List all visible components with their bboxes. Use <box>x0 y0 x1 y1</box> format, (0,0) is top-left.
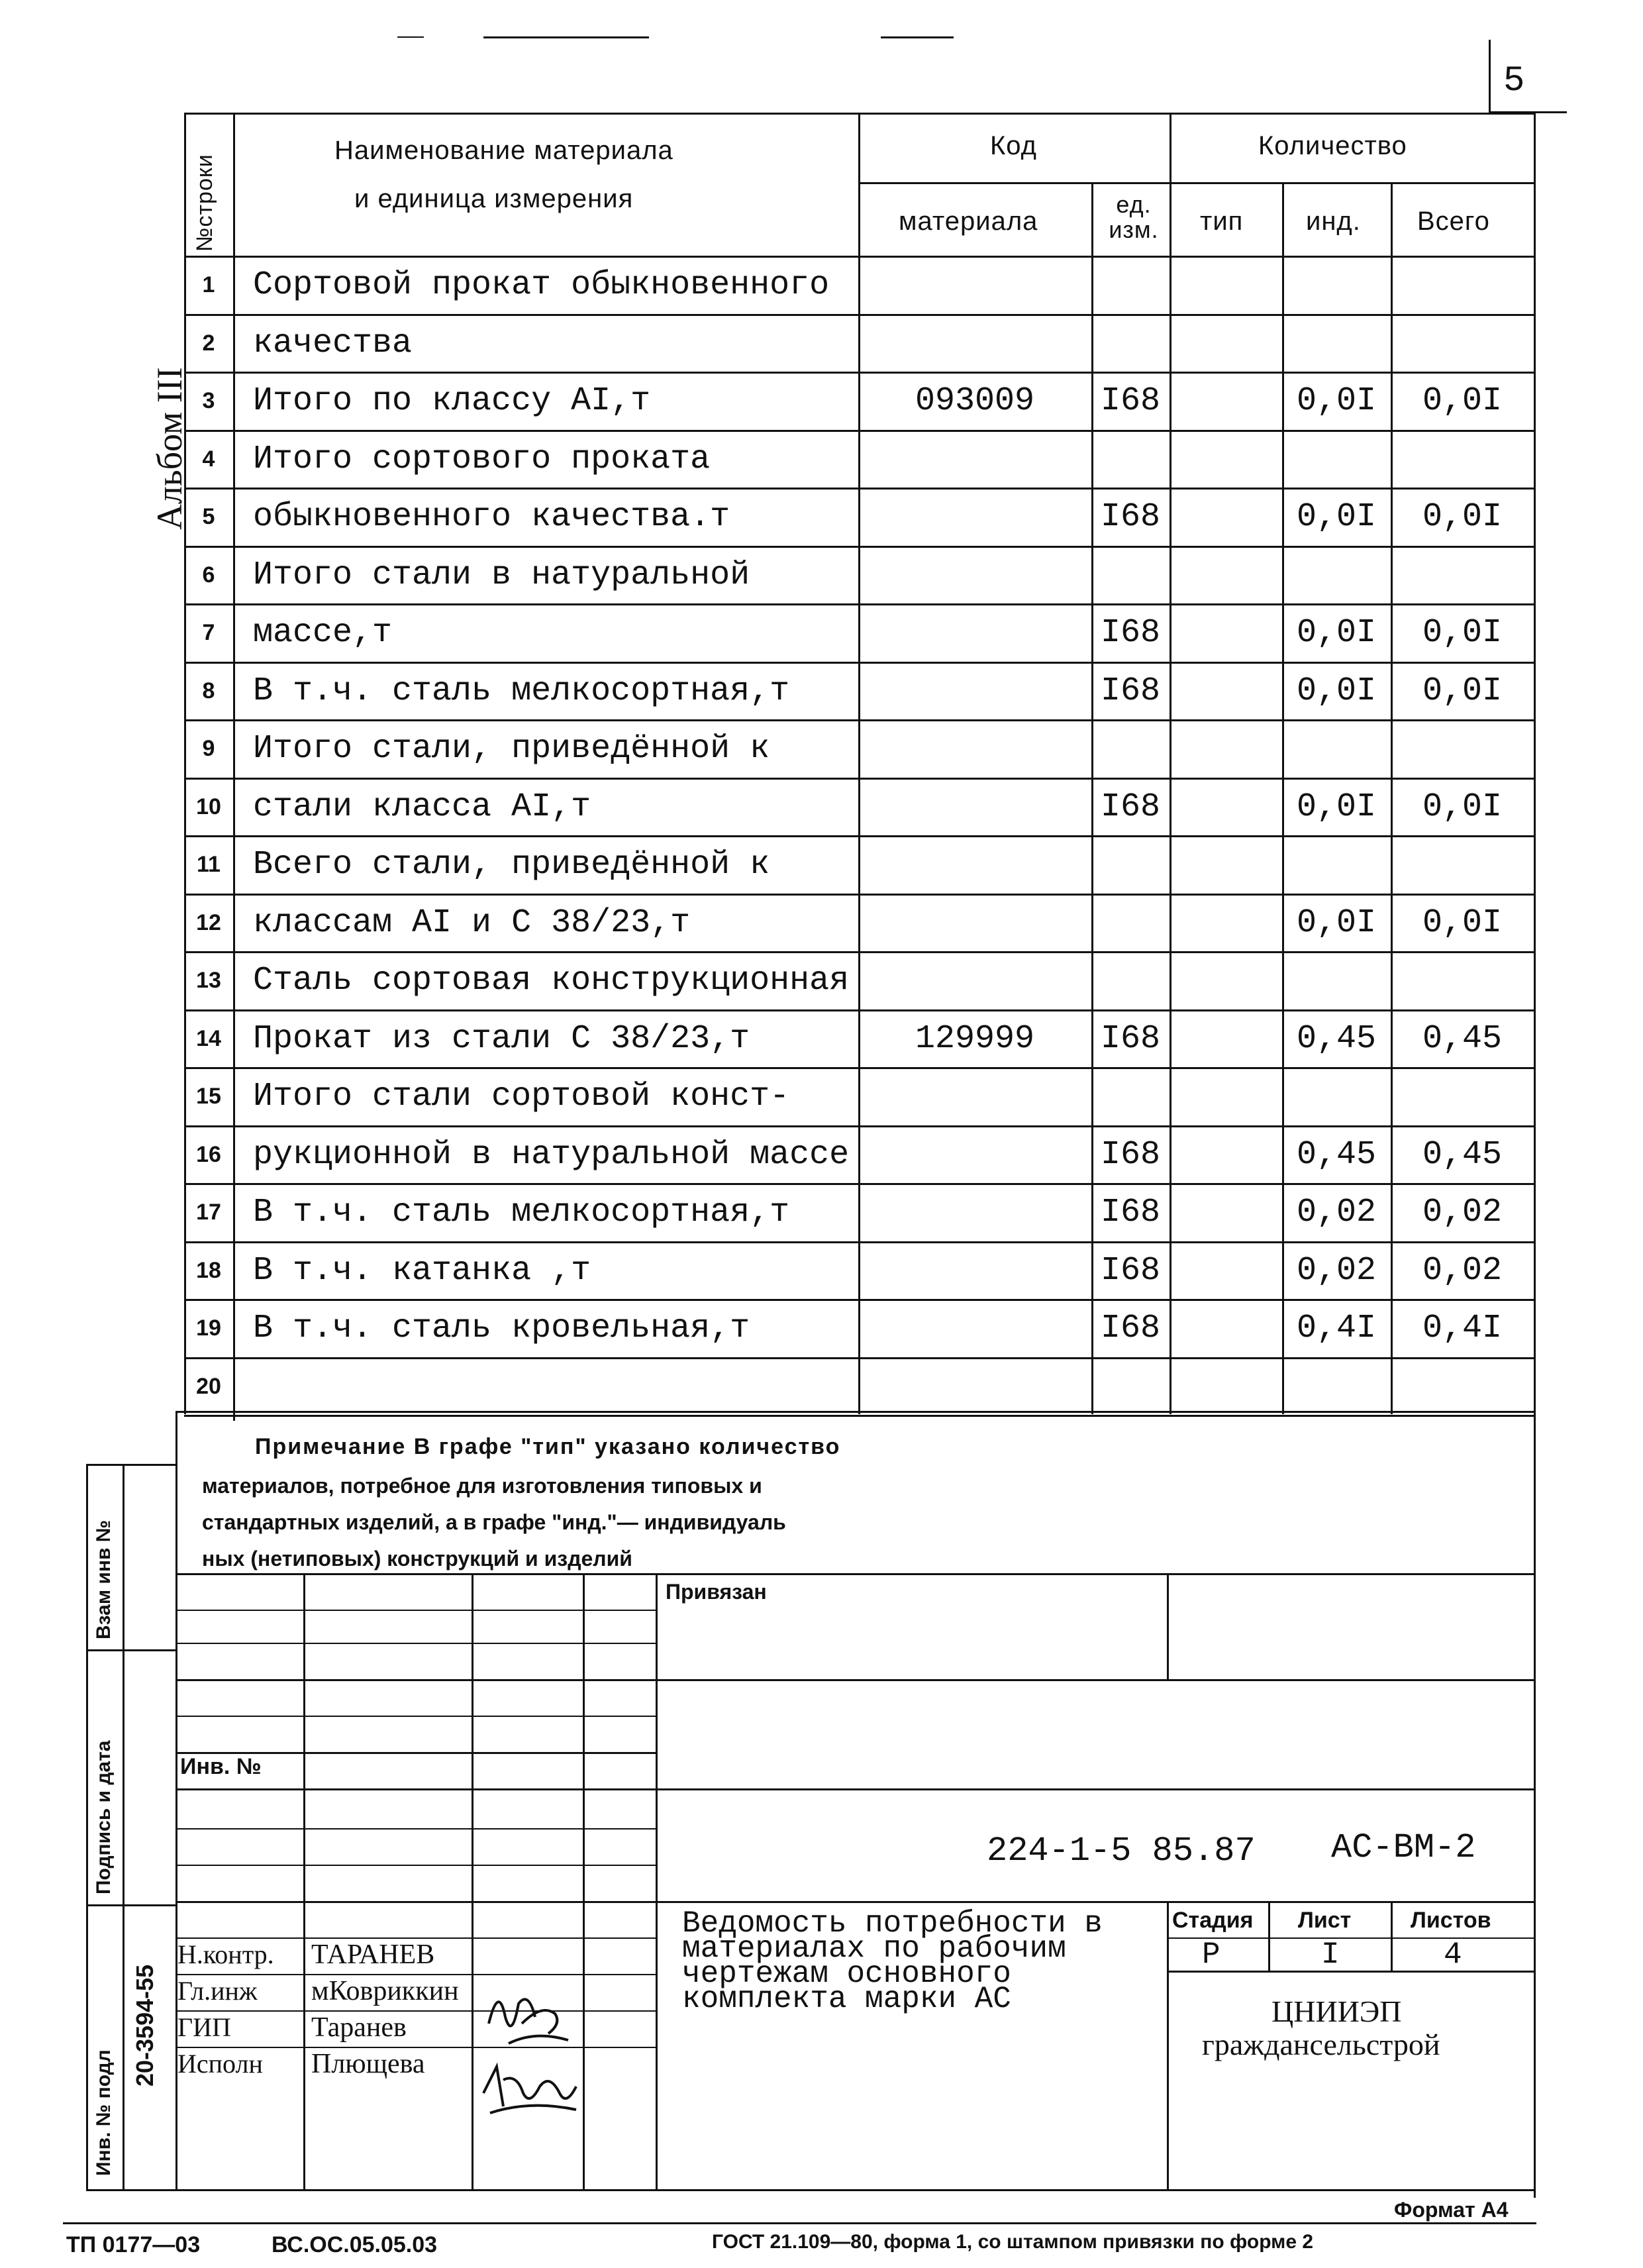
strip-left <box>86 1464 88 2189</box>
strip-mid <box>123 1464 124 2189</box>
row-name: стали класса AI,т <box>253 788 591 826</box>
row-type <box>1170 314 1282 372</box>
stamp-grid-line <box>175 1679 1535 1681</box>
note-line4: ных (нетиповых) конструкций и изделий <box>202 1547 632 1571</box>
row-type <box>1170 1067 1282 1125</box>
row-unit: I68 <box>1100 1193 1160 1231</box>
row-unit <box>1091 430 1170 488</box>
row-type <box>1170 894 1282 952</box>
row-total: 0,4I <box>1422 1309 1503 1347</box>
footer-line <box>63 2222 1536 2224</box>
row-number: 5 <box>202 503 215 529</box>
row-code <box>858 488 1091 546</box>
row-total <box>1391 1067 1534 1125</box>
row-ind <box>1282 951 1391 1009</box>
row-unit <box>1091 546 1170 604</box>
row-name: качества <box>253 324 413 362</box>
row-number: 17 <box>196 1199 221 1225</box>
stamp-grid-line <box>175 1865 656 1866</box>
row-ind: 0,4I <box>1296 1309 1377 1347</box>
format-label: Формат А4 <box>1394 2198 1509 2222</box>
row-name: Итого стали сортовой конст- <box>253 1077 790 1115</box>
row-number: 16 <box>196 1141 221 1167</box>
row-code <box>858 951 1091 1009</box>
signer-name: ТАРАНЕВ <box>311 1939 435 1970</box>
row-name: Итого по классу AI,т <box>253 382 651 420</box>
row-unit <box>1091 719 1170 778</box>
row-name: В т.ч. катанка ,т <box>253 1251 591 1290</box>
sheets-value: 4 <box>1444 1937 1462 1972</box>
row-code <box>858 835 1091 894</box>
note-top <box>175 1411 1535 1413</box>
signer-role: Гл.инж <box>177 1976 258 2006</box>
sheet-label: Лист <box>1298 1908 1352 1933</box>
row-type <box>1170 546 1282 604</box>
signer-role: Н.контр. <box>177 1939 274 1969</box>
stamp-grid-line <box>175 1788 1535 1790</box>
row-unit <box>1091 894 1170 952</box>
row-number: 3 <box>202 387 215 413</box>
side-inv-podl-value: 20-3594-55 <box>131 1964 158 2087</box>
row-ind: 0,0I <box>1296 788 1377 826</box>
row-name: В т.ч. сталь мелкосортная,т <box>253 1193 790 1231</box>
stamp-col4 <box>656 1573 658 2189</box>
row-ind <box>1282 1357 1391 1416</box>
title-line: Ведомость потребности в <box>682 1906 1103 1941</box>
row-unit <box>1091 1067 1170 1125</box>
row-name: Сталь сортовая конструкционная <box>253 961 850 1000</box>
row-total <box>1391 835 1534 894</box>
row-code <box>858 662 1091 720</box>
stage-col <box>1268 1901 1270 1971</box>
row-number: 9 <box>202 735 215 761</box>
signer-role: ГИП <box>177 2012 231 2042</box>
stamp-inv-no: Инв. № <box>180 1754 262 1779</box>
row-code <box>858 894 1091 952</box>
strip-div2 <box>86 1904 175 1906</box>
row-ind: 0,0I <box>1296 613 1377 652</box>
row-total: 0,0I <box>1422 497 1503 536</box>
row-ind: 0,45 <box>1296 1019 1377 1058</box>
row-type <box>1170 719 1282 778</box>
header-unit: ед. изм. <box>1109 191 1159 243</box>
row-name <box>233 1357 878 1416</box>
stamp-col2 <box>472 1573 473 2189</box>
stamp-title <box>682 1906 1103 2016</box>
row-number: 6 <box>202 562 215 588</box>
row-ind: 0,02 <box>1296 1251 1377 1290</box>
row-ind: 0,0I <box>1296 672 1377 710</box>
stage-values-line <box>1167 1971 1535 1973</box>
row-ind <box>1282 256 1391 314</box>
row-number: 1 <box>202 272 215 297</box>
stamp-privyazan-right <box>1167 1573 1169 1679</box>
row-ind: 0,0I <box>1296 903 1377 942</box>
row-type <box>1170 951 1282 1009</box>
row-number: 18 <box>196 1257 221 1283</box>
row-total: 0,02 <box>1422 1193 1503 1231</box>
row-number: 4 <box>202 446 215 472</box>
row-name: Всего стали, приведённой к <box>253 845 770 884</box>
stamp-col3 <box>583 1573 585 2189</box>
row-number: 2 <box>202 330 215 356</box>
row-code <box>858 1241 1091 1300</box>
row-name: В т.ч. сталь кровельная,т <box>253 1309 750 1347</box>
row-name: обыкновенного качества.т <box>253 497 730 536</box>
header-name-line2: и единица измерения <box>354 184 634 213</box>
row-name: рукционной в натуральной массе <box>253 1135 850 1174</box>
signer-role: Исполн <box>177 2049 263 2079</box>
header-name-line1: Наименование материала <box>334 136 673 165</box>
frame-right <box>1534 111 1536 2198</box>
row-ind: 0,0I <box>1296 497 1377 536</box>
strip-div1 <box>86 1649 175 1651</box>
stamp-privyazan-label: Привязан <box>666 1580 767 1604</box>
row-name: В т.ч. сталь мелкосортная,т <box>253 672 790 710</box>
signer-name: Плющева <box>311 2049 425 2079</box>
strip-top <box>86 1464 175 1466</box>
row-total <box>1391 256 1534 314</box>
album-label: Альбом III <box>150 367 189 530</box>
row-number: 14 <box>196 1025 221 1051</box>
header-quantity: Количество <box>1258 131 1407 160</box>
signature-gl-inzh <box>482 1977 575 2057</box>
title-line: комплекта марки АС <box>682 1982 1011 2016</box>
row-ind: 0,45 <box>1296 1135 1377 1174</box>
row-total <box>1391 719 1534 778</box>
header-material: материала <box>899 207 1038 236</box>
side-inv-podl: Инв. № подл <box>93 2049 115 2176</box>
org-line2: граждансельстрой <box>1202 2028 1440 2061</box>
signature-ispoln <box>477 2053 583 2126</box>
row-name: массе,т <box>253 613 393 652</box>
doc-code: 224-1-5 85.87 <box>987 1831 1256 1871</box>
side-podpis: Подпись и дата <box>93 1740 115 1894</box>
row-total <box>1391 430 1534 488</box>
row-name: Итого стали в натуральной <box>253 556 750 594</box>
row-name: классам AI и С 38/23,т <box>253 903 691 942</box>
row-unit <box>1091 951 1170 1009</box>
row-unit: I68 <box>1100 1251 1160 1290</box>
row-code <box>858 1183 1091 1241</box>
sheet-col <box>1391 1901 1393 1971</box>
row-total: 0,02 <box>1422 1251 1503 1290</box>
row-number: 11 <box>197 851 221 877</box>
row-type <box>1170 1299 1282 1357</box>
header-total: Всего <box>1417 207 1490 236</box>
row-ind: 0,0I <box>1296 382 1377 420</box>
row-number: 13 <box>196 967 221 993</box>
sheets-label: Листов <box>1411 1908 1491 1933</box>
frame-bottom <box>86 2189 1535 2191</box>
row-total <box>1391 546 1534 604</box>
row-type <box>1170 1183 1282 1241</box>
signer-name: Таранев <box>311 2012 407 2043</box>
row-type <box>1170 430 1282 488</box>
row-ind: 0,02 <box>1296 1193 1377 1231</box>
row-number: 10 <box>196 794 221 819</box>
row-type <box>1170 662 1282 720</box>
row-ind <box>1282 719 1391 778</box>
row-code: 129999 <box>915 1019 1035 1058</box>
row-type <box>1170 1241 1282 1300</box>
row-total <box>1391 314 1534 372</box>
row-total: 0,0I <box>1422 672 1503 710</box>
title-line: чертежам основного <box>682 1957 1011 1991</box>
row-type <box>1170 1125 1282 1184</box>
row-unit <box>1091 314 1170 372</box>
row-code <box>858 430 1091 488</box>
row-unit: I68 <box>1100 497 1160 536</box>
row-unit: I68 <box>1100 788 1160 826</box>
row-code: 093009 <box>915 382 1035 420</box>
header-code: Код <box>990 131 1038 160</box>
row-total: 0,0I <box>1422 382 1503 420</box>
row-ind <box>1282 546 1391 604</box>
title-line: материалах по рабочим <box>682 1932 1066 1966</box>
row-unit: I68 <box>1100 1309 1160 1347</box>
row-name: Сортовой прокат обыкновенного <box>253 266 830 304</box>
row-type <box>1170 835 1282 894</box>
footer-gost: ГОСТ 21.109—80, форма 1, со штампом привязки по форме 2 <box>712 2231 1314 2253</box>
row-number: 20 <box>196 1373 221 1399</box>
header-row-no: №строки <box>192 154 217 252</box>
note-line3: стандартных изделий, а в графе "инд."— индивидуаль <box>202 1510 786 1534</box>
row-total <box>1391 951 1534 1009</box>
header-type: тип <box>1200 207 1244 236</box>
subheader-line <box>858 182 1534 184</box>
row-ind <box>1282 314 1391 372</box>
row-total: 0,45 <box>1422 1135 1503 1174</box>
row-number: 7 <box>202 619 215 645</box>
row-code <box>858 1067 1091 1125</box>
row-name: Итого сортового проката <box>253 440 711 478</box>
row-unit: I68 <box>1100 613 1160 652</box>
stamp-col1 <box>303 1573 305 2189</box>
row-total: 0,0I <box>1422 613 1503 652</box>
row-type <box>1170 1357 1282 1416</box>
note-line1: Примечание В графе "тип" указано количество <box>255 1434 841 1459</box>
row-number: 12 <box>196 909 221 935</box>
row-unit: I68 <box>1100 382 1160 420</box>
stamp-top <box>175 1573 1535 1575</box>
row-type <box>1170 778 1282 836</box>
row-type <box>1170 1009 1282 1068</box>
stamp-grid-line <box>175 1716 656 1717</box>
stamp-grid-line <box>175 1901 1535 1903</box>
row-name: Итого стали, приведённой к <box>253 729 770 768</box>
row-ind <box>1282 1067 1391 1125</box>
row-number: 19 <box>196 1315 221 1341</box>
row-ind <box>1282 835 1391 894</box>
side-vzam: Взам инв № <box>93 1520 115 1639</box>
row-total: 0,0I <box>1422 788 1503 826</box>
row-total: 0,45 <box>1422 1019 1503 1058</box>
row-code <box>858 1299 1091 1357</box>
row-code <box>858 603 1091 662</box>
stage-value: Р <box>1202 1937 1220 1972</box>
row-unit <box>1091 256 1170 314</box>
row-ind <box>1282 430 1391 488</box>
note-line2: материалов, потребное для изготовления типовых и <box>202 1474 762 1498</box>
row-total <box>1391 1357 1534 1416</box>
row-code <box>858 1357 1091 1416</box>
row-unit <box>1091 1357 1170 1416</box>
stamp-grid-line <box>175 1828 656 1830</box>
header-ind: инд. <box>1306 207 1361 236</box>
stamp-grid-line <box>175 1610 656 1611</box>
row-code <box>858 256 1091 314</box>
row-unit: I68 <box>1100 1019 1160 1058</box>
row-number: 15 <box>196 1083 221 1109</box>
row-name: Прокат из стали С 38/23,т <box>253 1019 750 1058</box>
row-type <box>1170 256 1282 314</box>
stage-label: Стадия <box>1172 1908 1254 1933</box>
org-line1: ЦНИИЭП <box>1271 1994 1402 2028</box>
row-type <box>1170 603 1282 662</box>
footer-left-code: ТП 0177—03 <box>66 2232 201 2257</box>
doc-mark: АС-ВМ-2 <box>1331 1828 1476 1867</box>
stage-header-line <box>1167 1937 1535 1939</box>
footer-mid-code: ВС.ОС.05.05.03 <box>272 2232 438 2257</box>
page-number: 5 <box>1503 61 1525 101</box>
signer-name: мКовриккин <box>311 1976 459 2006</box>
row-type <box>1170 488 1282 546</box>
sheet-value: I <box>1321 1937 1340 1972</box>
row-unit: I68 <box>1100 672 1160 710</box>
row-code <box>858 719 1091 778</box>
row-code <box>858 1125 1091 1184</box>
row-number: 8 <box>202 678 215 703</box>
row-code <box>858 778 1091 836</box>
row-total: 0,0I <box>1422 903 1503 942</box>
row-code <box>858 314 1091 372</box>
row-type <box>1170 372 1282 430</box>
stamp-grid-line <box>175 2010 656 2012</box>
row-unit: I68 <box>1100 1135 1160 1174</box>
row-unit <box>1091 835 1170 894</box>
stamp-grid-line <box>175 1643 656 1644</box>
stamp-title-right <box>1167 1901 1169 2189</box>
row-code <box>858 546 1091 604</box>
